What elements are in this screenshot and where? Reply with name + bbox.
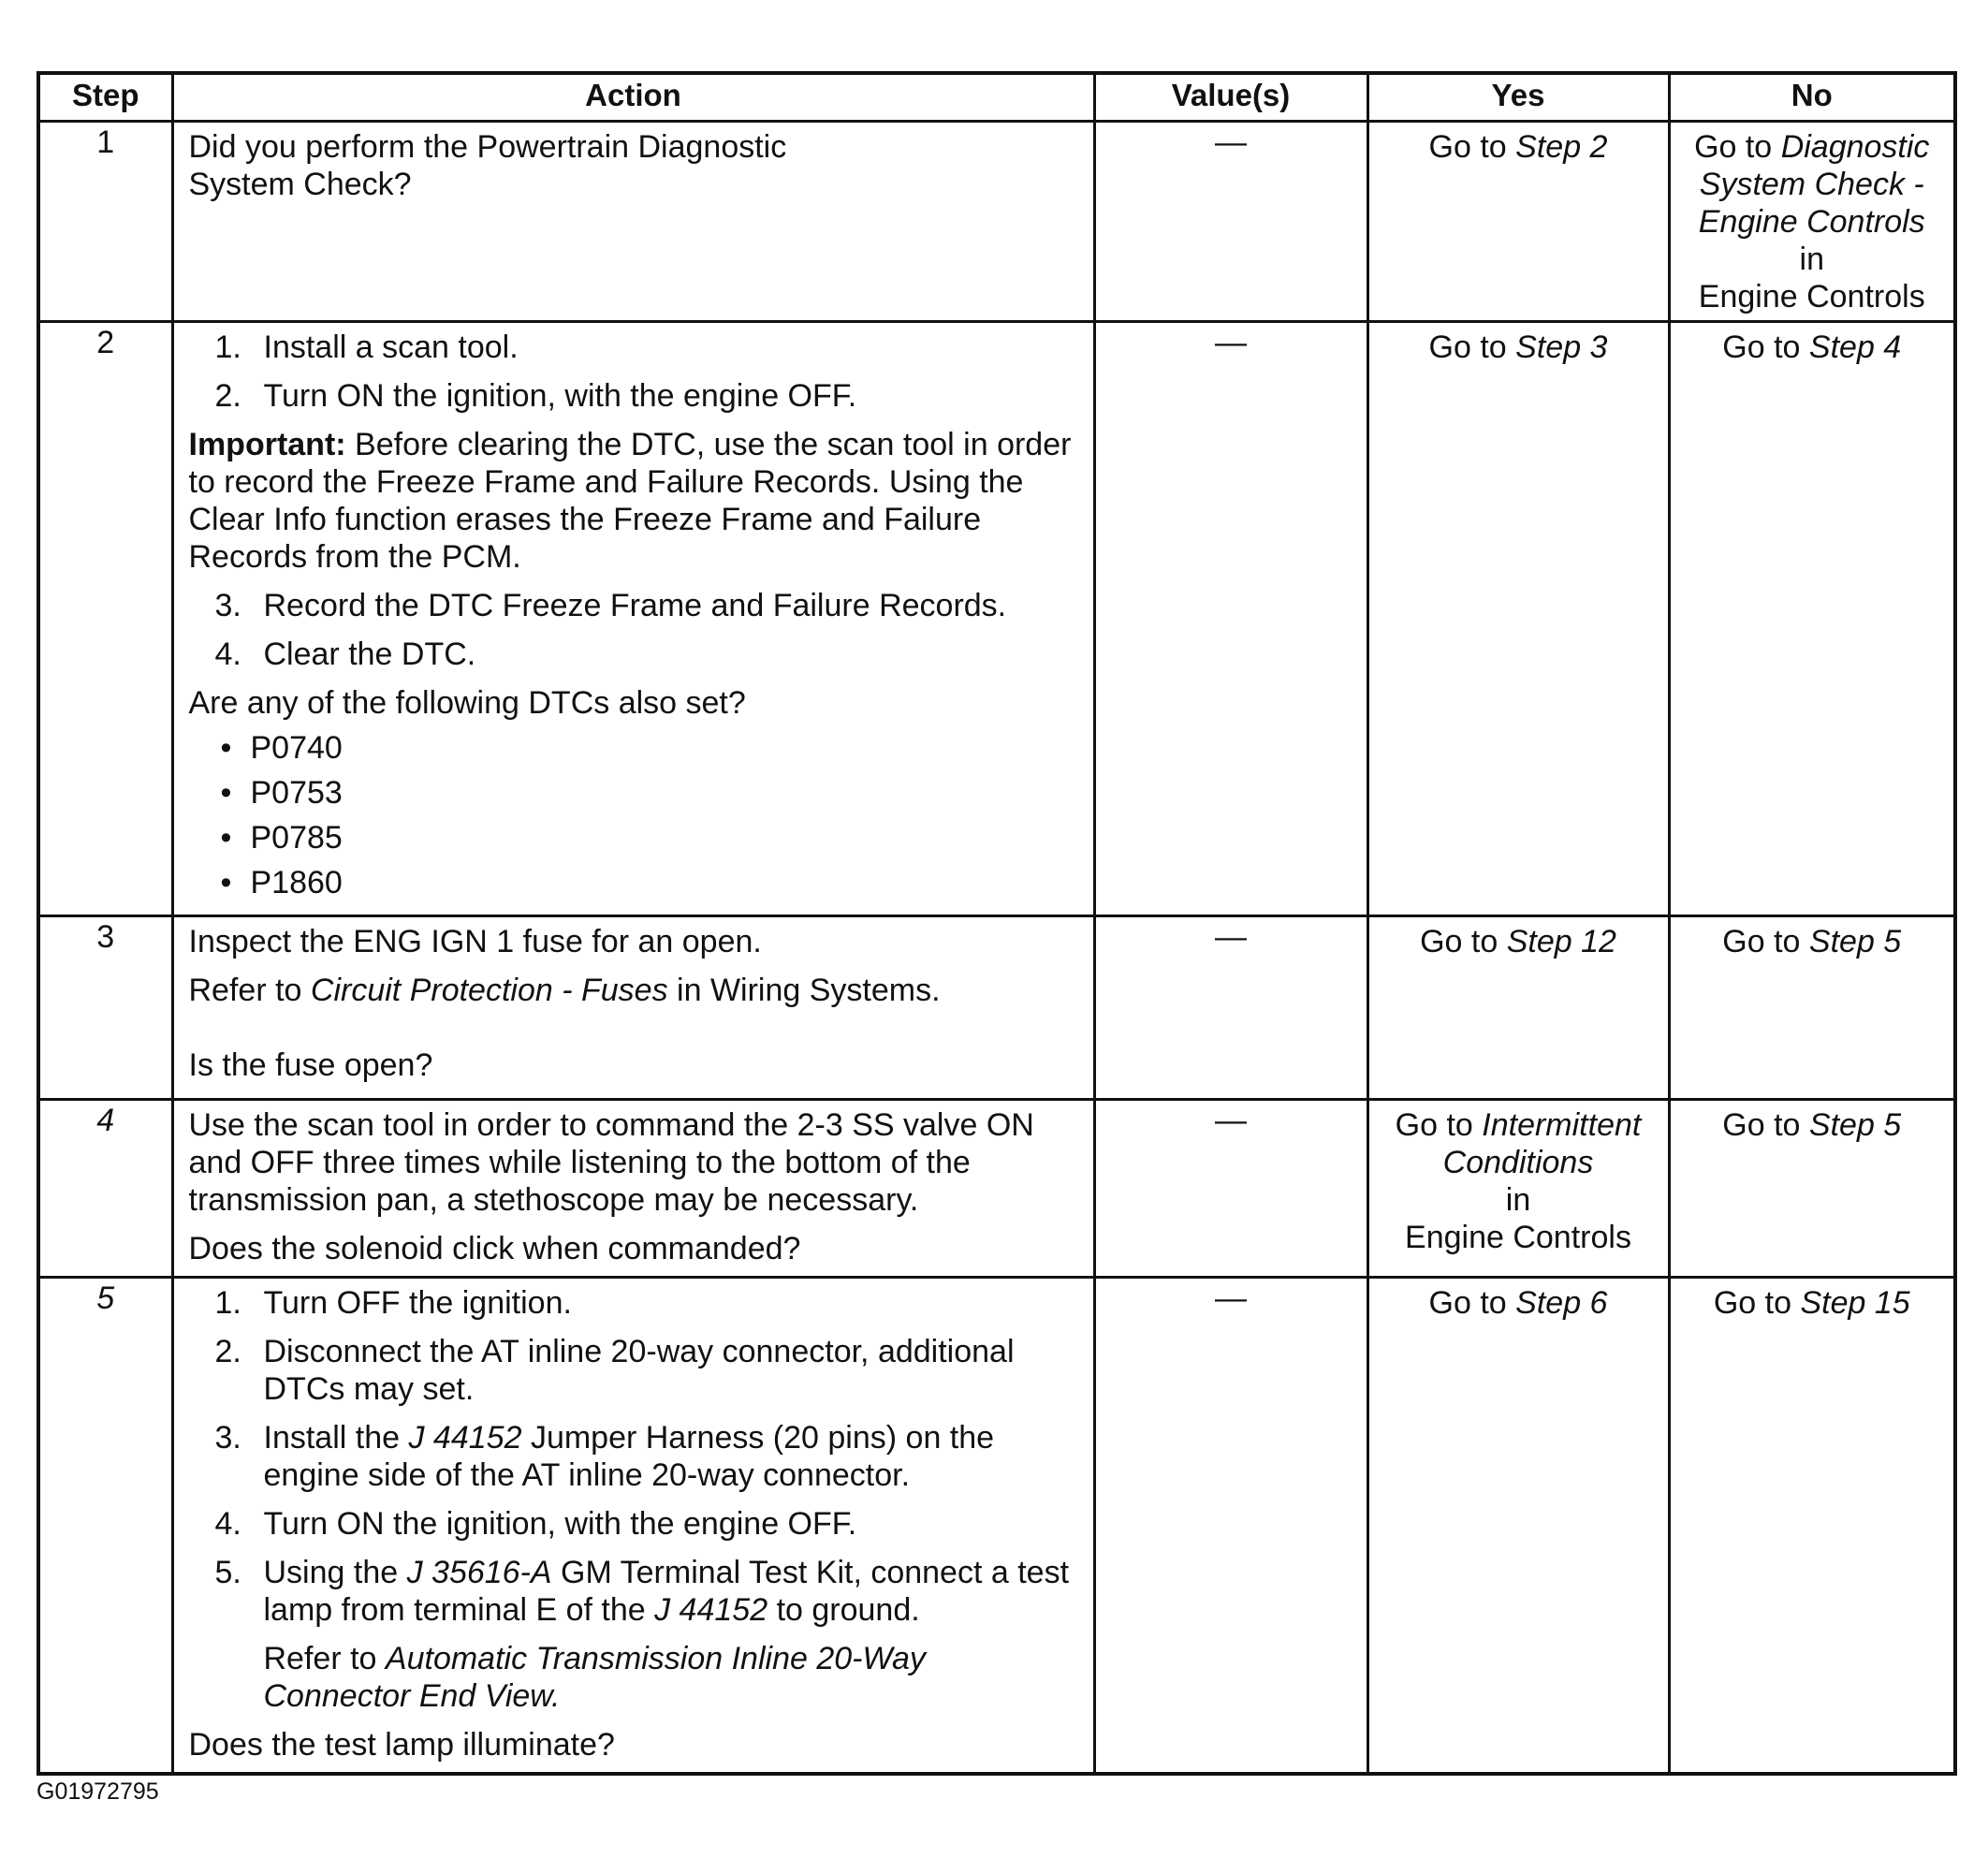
no-link[interactable]: Diagnostic System Check - Engine Controls xyxy=(1698,129,1930,240)
yes-link[interactable]: Intermittent Conditions xyxy=(1442,1107,1642,1180)
procedure-list xyxy=(189,329,1080,415)
yes-cell xyxy=(1367,916,1669,1100)
table-row xyxy=(38,916,1955,1100)
header-step: Step xyxy=(38,73,172,122)
table-row xyxy=(38,322,1955,916)
question-text: Does the test lamp illuminate? xyxy=(188,1727,615,1763)
procedure-step: 1. Install a scan tool. xyxy=(214,329,519,365)
list-item: • P0785 xyxy=(220,820,343,856)
yes-prefix: Go to xyxy=(1428,129,1507,165)
yes-prefix: Go to xyxy=(1428,329,1507,365)
header-values: Value(s) xyxy=(1094,73,1367,122)
yes-cell xyxy=(1367,322,1669,916)
action-cell xyxy=(172,322,1094,916)
no-link[interactable]: Step 5 xyxy=(1808,1107,1902,1143)
step-number: 3 xyxy=(38,916,172,1100)
table-row xyxy=(38,1100,1955,1278)
action-text: Did you perform the Powertrain Diagnostic System Check? xyxy=(188,129,787,202)
action-cell xyxy=(172,916,1094,1100)
value-cell: — xyxy=(1094,1100,1367,1278)
action-text: Inspect the ENG IGN 1 fuse for an open. xyxy=(188,924,762,959)
important-note xyxy=(189,426,1080,576)
step-number: 4 xyxy=(38,1100,172,1278)
procedure-step: 4. Clear the DTC. xyxy=(214,637,476,672)
procedure-step: 2. Turn ON the ignition, with the engine OFF. xyxy=(214,378,857,414)
important-label: Important: xyxy=(188,427,346,462)
refer-link[interactable]: Circuit Protection - Fuses xyxy=(310,973,668,1008)
table-row xyxy=(38,122,1955,322)
action-cell xyxy=(172,122,1094,322)
action-cell xyxy=(172,1100,1094,1278)
no-prefix: Go to xyxy=(1694,129,1773,165)
no-suffix: Engine Controls xyxy=(1698,279,1925,315)
yes-link[interactable]: Step 2 xyxy=(1515,129,1608,165)
procedure-list xyxy=(189,587,1080,673)
refer-link[interactable]: Automatic Transmission Inline 20-Way Connector End View. xyxy=(263,1641,926,1714)
procedure-step: Refer to Automatic Transmission Inline 20-Way Connector End View. xyxy=(263,1641,926,1714)
procedure-step: 4. Turn ON the ignition, with the engine OFF. xyxy=(214,1506,857,1542)
header-row xyxy=(38,73,1955,122)
tool-ref: J 44152 xyxy=(654,1592,768,1628)
procedure-list xyxy=(189,1284,1080,1715)
list-item: • P1860 xyxy=(220,865,343,900)
figure-id: G01972795 xyxy=(37,1778,159,1805)
no-prefix: Go to xyxy=(1713,1285,1791,1321)
diagnostic-document xyxy=(37,71,1953,1776)
yes-in: in xyxy=(1505,1182,1531,1218)
yes-link[interactable]: Step 12 xyxy=(1506,924,1616,959)
yes-prefix: Go to xyxy=(1428,1285,1507,1321)
value-cell: — xyxy=(1094,122,1367,322)
procedure-step: 3. Install the J 44152 Jumper Harness (20 pins) on the engine side of the AT inline 20-way connector. xyxy=(214,1420,995,1493)
list-item: • P0753 xyxy=(220,775,343,811)
yes-cell xyxy=(1367,1278,1669,1774)
no-prefix: Go to xyxy=(1722,329,1801,365)
step-number: 5 xyxy=(38,1278,172,1774)
value-cell: — xyxy=(1094,916,1367,1100)
no-link[interactable]: Step 4 xyxy=(1808,329,1902,365)
yes-prefix: Go to xyxy=(1420,924,1498,959)
no-prefix: Go to xyxy=(1722,924,1801,959)
tool-ref: J 35616-A xyxy=(406,1555,552,1590)
no-cell xyxy=(1669,1278,1955,1774)
value-cell: — xyxy=(1094,1278,1367,1774)
step-number: 1 xyxy=(38,122,172,322)
question-text: Does the solenoid click when commanded? xyxy=(188,1231,801,1266)
tool-ref: J 44152 xyxy=(408,1420,522,1456)
yes-cell xyxy=(1367,1100,1669,1278)
header-action: Action xyxy=(172,73,1094,122)
question-text: Are any of the following DTCs also set? xyxy=(188,685,746,721)
step-number: 2 xyxy=(38,322,172,916)
no-cell xyxy=(1669,122,1955,322)
important-text: Before clearing the DTC, use the scan tool in order to record the Freeze Frame and Failure Records. Using the Clear Info function erases the Freeze Frame and Failure Records from the PCM. xyxy=(188,427,1072,575)
action-cell xyxy=(172,1278,1094,1774)
no-link[interactable]: Step 15 xyxy=(1800,1285,1910,1321)
header-no: No xyxy=(1669,73,1955,122)
procedure-step: 1. Turn OFF the ignition. xyxy=(214,1285,572,1321)
table-row xyxy=(38,1278,1955,1774)
question-text: Is the fuse open? xyxy=(188,1047,433,1083)
diagnostic-table xyxy=(37,71,1957,1776)
no-in: in xyxy=(1799,241,1824,277)
list-item: • P0740 xyxy=(220,730,343,766)
value-cell: — xyxy=(1094,322,1367,916)
no-cell xyxy=(1669,1100,1955,1278)
procedure-step: 3. Record the DTC Freeze Frame and Failure Records. xyxy=(214,588,1007,623)
yes-suffix: Engine Controls xyxy=(1405,1220,1631,1255)
yes-prefix: Go to xyxy=(1395,1107,1473,1143)
no-cell xyxy=(1669,916,1955,1100)
procedure-step: 5. Using the J 35616-A GM Terminal Test Kit, connect a test lamp from terminal E of the J 44152 to ground. xyxy=(214,1555,1070,1628)
yes-link[interactable]: Step 3 xyxy=(1515,329,1608,365)
no-cell xyxy=(1669,322,1955,916)
procedure-step: 2. Disconnect the AT inline 20-way connector, additional DTCs may set. xyxy=(214,1334,1015,1407)
no-link[interactable]: Step 5 xyxy=(1808,924,1902,959)
yes-link[interactable]: Step 6 xyxy=(1515,1285,1608,1321)
header-yes: Yes xyxy=(1367,73,1669,122)
yes-cell xyxy=(1367,122,1669,322)
dtc-list xyxy=(189,727,1080,907)
no-prefix: Go to xyxy=(1722,1107,1801,1143)
refer-text: Refer to Circuit Protection - Fuses in Wiring Systems. xyxy=(188,973,941,1008)
action-text: Use the scan tool in order to command the 2-3 SS valve ON and OFF three times while listening to the bottom of the transmission pan, a stethoscope may be necessary. xyxy=(188,1107,1034,1218)
